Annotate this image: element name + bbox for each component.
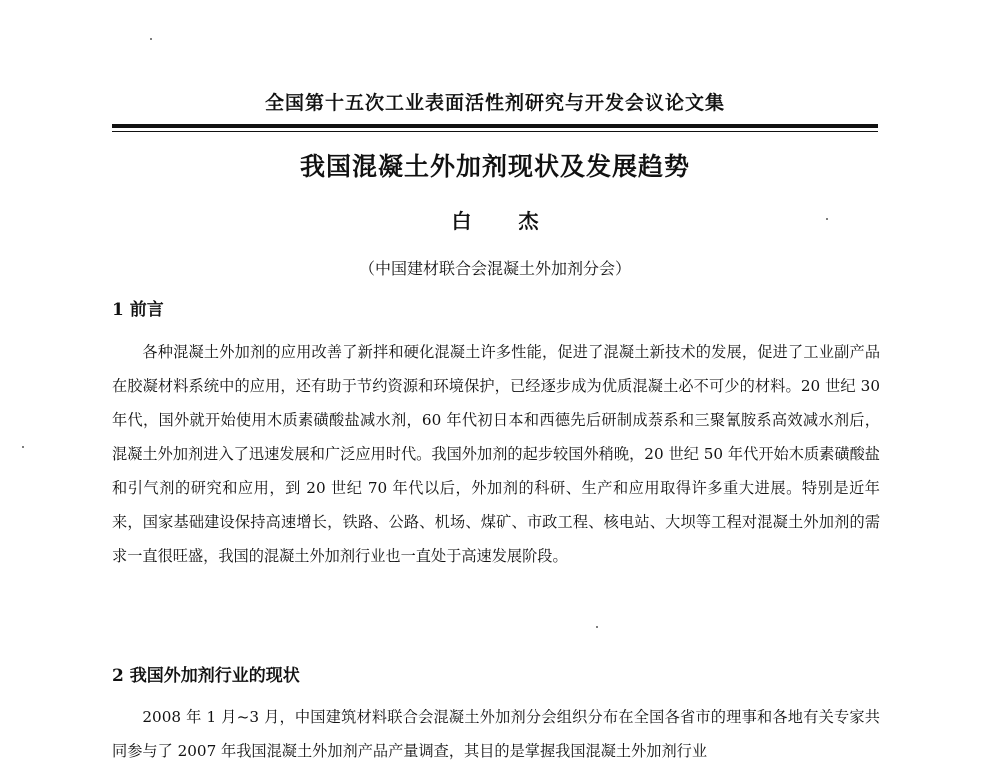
scan-speck [596,626,598,628]
header-rule-thin [112,131,878,132]
scan-speck [150,38,152,40]
author-affiliation: （中国建材联合会混凝土外加剂分会） [358,259,631,278]
scan-speck [22,446,24,448]
author-name: 白 杰 [451,209,559,233]
section-paragraph-current-status: 2008 年 1 月~3 月，中国建筑材料联合会混凝土外加剂分会组织分布在全国各省市的理事和各地有关专家共同参与了 2007 年我国混凝土外加剂产品产量调查，其目的是掌握我国混凝土外加剂行业 [112,708,880,760]
section-paragraph-introduction: 各种混凝土外加剂的应用改善了新拌和硬化混凝土许多性能，促进了混凝土新技术的发展，促进了工业副产品在胶凝材料系统中的应用，还有助于节约资源和环境保护，已经逐步成为优质混凝土必不可少的材料。20 世纪 30 年代，国外就开始使用木质素磺酸盐减水剂，60 年代初日本和西德先后研制成萘系和三聚氰胺系高效减水剂后，混凝土外加剂进入了迅速发展和广泛应用时代。我国外加剂的起步较国外稍晚，20 世纪 50 年代开始木质素磺酸盐和引气剂的研究和应用，到 20 世纪 70 年代以后，外加剂的科研、生产和应用取得许多重大进展。特别是近年来，国家基础建设保持高速增长，铁路、公路、机场、煤矿、市政工程、核电站、大坝等工程对混凝土外加剂的需求一直很旺盛，我国的混凝土外加剂行业也一直处于高速发展阶段。 [112,343,880,565]
scan-speck [826,218,828,220]
running-head: 全国第十五次工业表面活性剂研究与开发会议论文集 [264,92,725,114]
header-rule-thick [112,124,878,128]
paper-title: 我国混凝土外加剂现状及发展趋势 [299,152,690,181]
section-heading-introduction: 1 前言 [112,300,164,320]
section-heading-current-status: 2 我国外加剂行业的现状 [112,666,300,686]
